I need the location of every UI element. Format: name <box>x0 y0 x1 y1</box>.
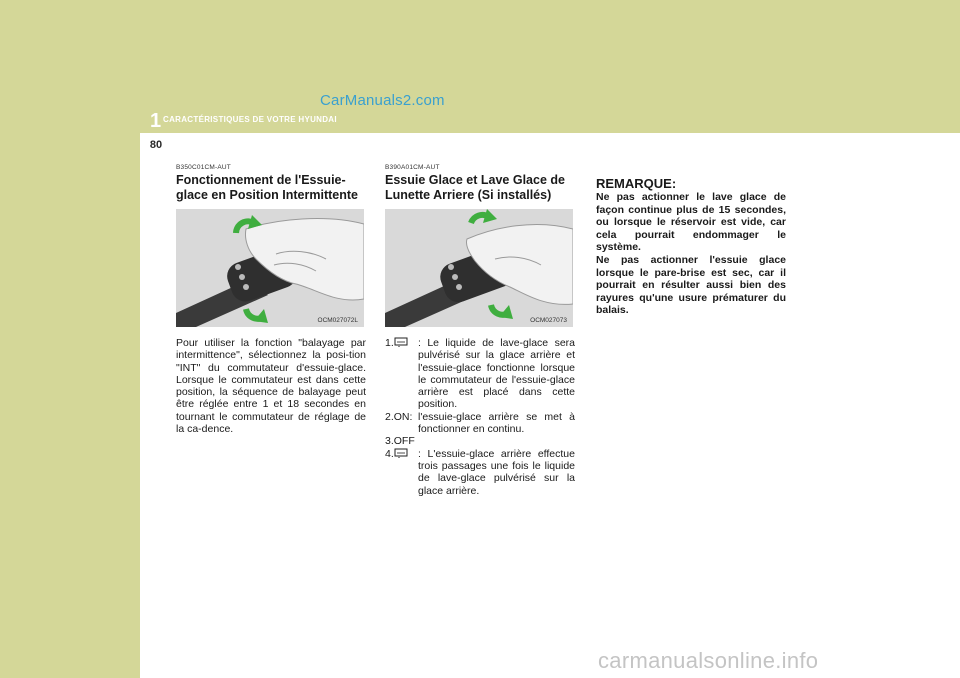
figure-caption: OCM027072L <box>317 317 358 324</box>
section-rear-wiper <box>385 164 575 497</box>
rear-wiper-switch-illustration <box>385 209 573 327</box>
remark-text-1: Ne pas actionner le lave glace de façon continue plus de 15 secondes, ou lorsque le réservoir est vide, car cela pourrait endommager le système. <box>596 191 786 254</box>
washer-spray-icon <box>394 337 408 347</box>
left-margin-band <box>0 133 140 678</box>
list-item-number: 1. <box>385 337 394 349</box>
rear-wiper-switch-figure <box>385 209 573 327</box>
list-item-number: 4. <box>385 447 394 460</box>
top-watermark-link[interactable]: CarManuals2.com <box>320 92 445 109</box>
list-item-text: : Le liquide de lave-glace sera pulvérisé sur la glace arrière et l'essuie-glace fonctionne lorsque le commutateur de l'essuie-glace arrière est placé dans cette position. <box>418 337 575 411</box>
list-item-text <box>418 435 575 447</box>
list-item <box>385 337 575 411</box>
remark-section <box>596 164 786 317</box>
wiper-switch-illustration <box>176 209 364 327</box>
list-item-number: 2.ON: <box>385 410 413 423</box>
rear-wiper-positions-list <box>385 337 575 497</box>
header-band <box>0 0 960 133</box>
section-body: Pour utiliser la fonction "balayage par intermittence", sélectionnez la posi-tion "INT" du commutateur d'essuie-glace. Lorsque le commutateur est dans cette position, la séquence de balayage peut être réglée entre 1 et 18 secondes en tournant le commutateur de réglage de la ca-dence. <box>176 337 366 436</box>
chapter-title: CARACTÉRISTIQUES DE VOTRE HYUNDAI <box>163 115 337 124</box>
section-title: Essuie Glace et Lave Glace de Lunette Arriere (Si installés) <box>385 173 565 202</box>
section-code: B350C01CM-AUT <box>176 164 231 171</box>
list-item <box>385 411 575 436</box>
page-number: 80 <box>149 139 163 151</box>
list-item-text: l'essuie-glace arrière se met à fonctionner en continu. <box>418 410 575 436</box>
figure-caption: OCM027073 <box>530 317 567 324</box>
washer-spray-icon <box>394 448 408 458</box>
chapter-number: 1 <box>150 110 162 132</box>
remark-text-2: Ne pas actionner l'essuie glace lorsque le pare-brise est sec, car il pourrait en résulter aussi bien des rayures qu'une usure prématurer du balais. <box>596 253 786 317</box>
remark-title: REMARQUE: <box>596 176 677 191</box>
section-code: B390A01CM-AUT <box>385 164 440 171</box>
list-item-number: 3.OFF <box>385 435 415 448</box>
section-intermittent-wiper <box>176 164 366 435</box>
list-item-text: : L'essuie-glace arrière effectue trois passages une fois le liquide de lave-glace pulvérisé sur la glace arrière. <box>418 447 575 497</box>
section-title: Fonctionnement de l'Essuie-glace en Position Intermittente <box>176 173 358 202</box>
bottom-watermark-link[interactable]: carmanualsonline.info <box>598 648 819 673</box>
list-item <box>385 448 575 497</box>
list-item <box>385 435 575 447</box>
wiper-switch-figure <box>176 209 364 327</box>
